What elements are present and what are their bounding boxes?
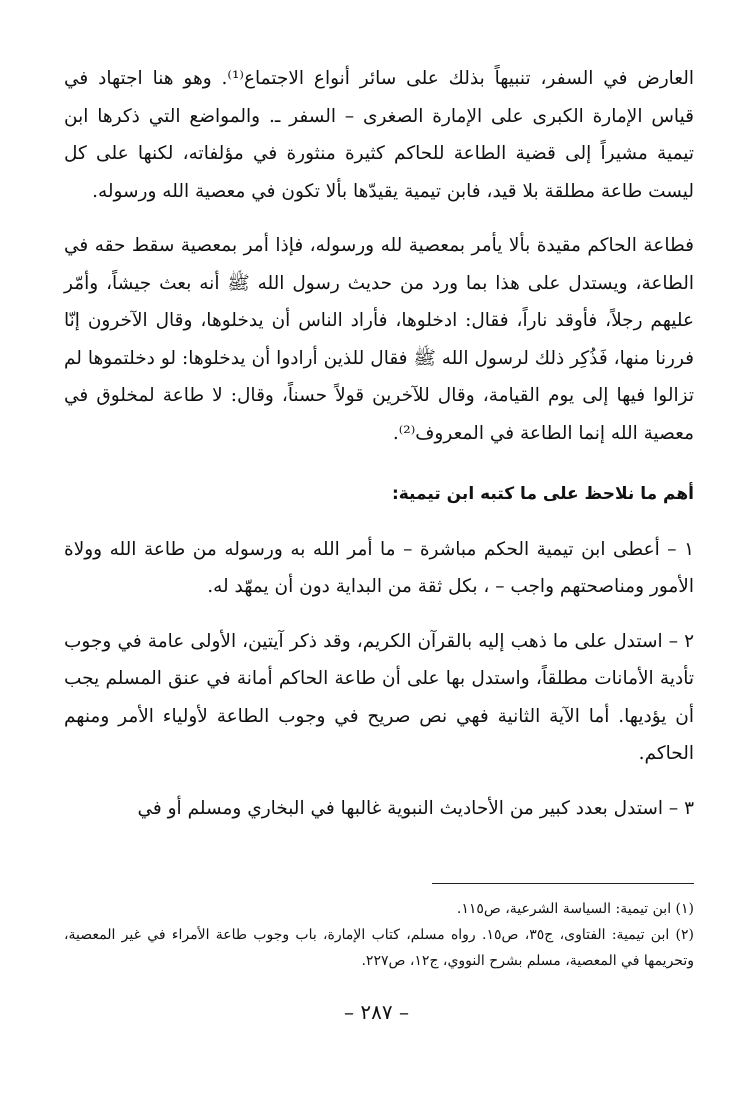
footnote-1: (١) ابن تيمية: السياسة الشرعية، ص١١٥.: [456, 901, 694, 917]
footnotes: [64, 896, 694, 974]
section-heading: أهم ما نلاحظ على ما كتبه ابن تيمية:: [391, 484, 694, 504]
page-number: – ٢٨٧ –: [344, 1000, 409, 1024]
point-1: ١ – أعطى ابن تيمية الحكم مباشرة – ما أمر الله به ورسوله من طاعة الله وولاة الأمور ومناصحتهم واجب – ، بكل ثقة من البداية دون أن يمهّد له.: [64, 538, 694, 597]
page-body: [64, 60, 694, 827]
point-3: ٣ – استدل بعدد كبير من الأحاديث النبوية غالبها في البخاري ومسلم أو في: [137, 797, 694, 819]
paragraph-2: فطاعة الحاكم مقيدة بألا يأمر بمعصية لله ورسوله، فإذا أمر بمعصية سقط حقه في الطاعة، ويستدل على هذا بما ورد من حديث رسول الله ﷺ أنه بعث جيشاً، وأمّر عليهم رجلاً، فأوقد ناراً، فقال: ادخلوها، فأراد الناس أن يدخلوها، وقال الآخرون إنّا فررنا منها، فَذُكِر ذلك لرسول الله ﷺ فقال للذين أرادوا أن يدخلوها: لو دخلتموها لم تزالوا فيها إلى يوم القيامة، وقال للآخرين قولاً حسناً، وقال: لا طاعة لمخلوق في معصية الله إنما الطاعة في المعروف⁽²⁾.: [64, 235, 694, 444]
point-2: ٢ – استدل على ما ذهب إليه بالقرآن الكريم، وقد ذكر آيتين، الأولى عامة في وجوب تأدية الأمانات مطلقاً، واستدل بها على أن طاعة الحاكم أمانة في عنق المسلم يجب أن يؤديها. أما الآية الثانية فهي نص صريح في وجوب الطاعة لأولياء الأمر ومنهم الحاكم.: [64, 630, 694, 764]
footnote-2: (٢) ابن تيمية: الفتاوى، ج٣٥، ص١٥. رواه مسلم، كتاب الإمارة، باب وجوب طاعة الأمراء في غير المعصية، وتحريمها في المعصية، مسلم بشرح النووي، ج١٢، ص٢٢٧.: [64, 927, 694, 969]
footnote-divider: [432, 883, 694, 884]
paragraph-1: العارض في السفر، تنبيهاً بذلك على سائر أنواع الاجتماع⁽¹⁾. وهو هنا اجتهاد في قياس الإمارة الكبرى على الإمارة الصغرى – السفر ـ. والمواضع التي ذكرها ابن تيمية مشيراً إلى قضية الطاعة للحاكم كثيرة منثورة في مؤلفاته، لكنها على كل ليست طاعة مطلقة بلا قيد، فابن تيمية يقيدّها بألا تكون في معصية الله ورسوله.: [64, 68, 695, 202]
